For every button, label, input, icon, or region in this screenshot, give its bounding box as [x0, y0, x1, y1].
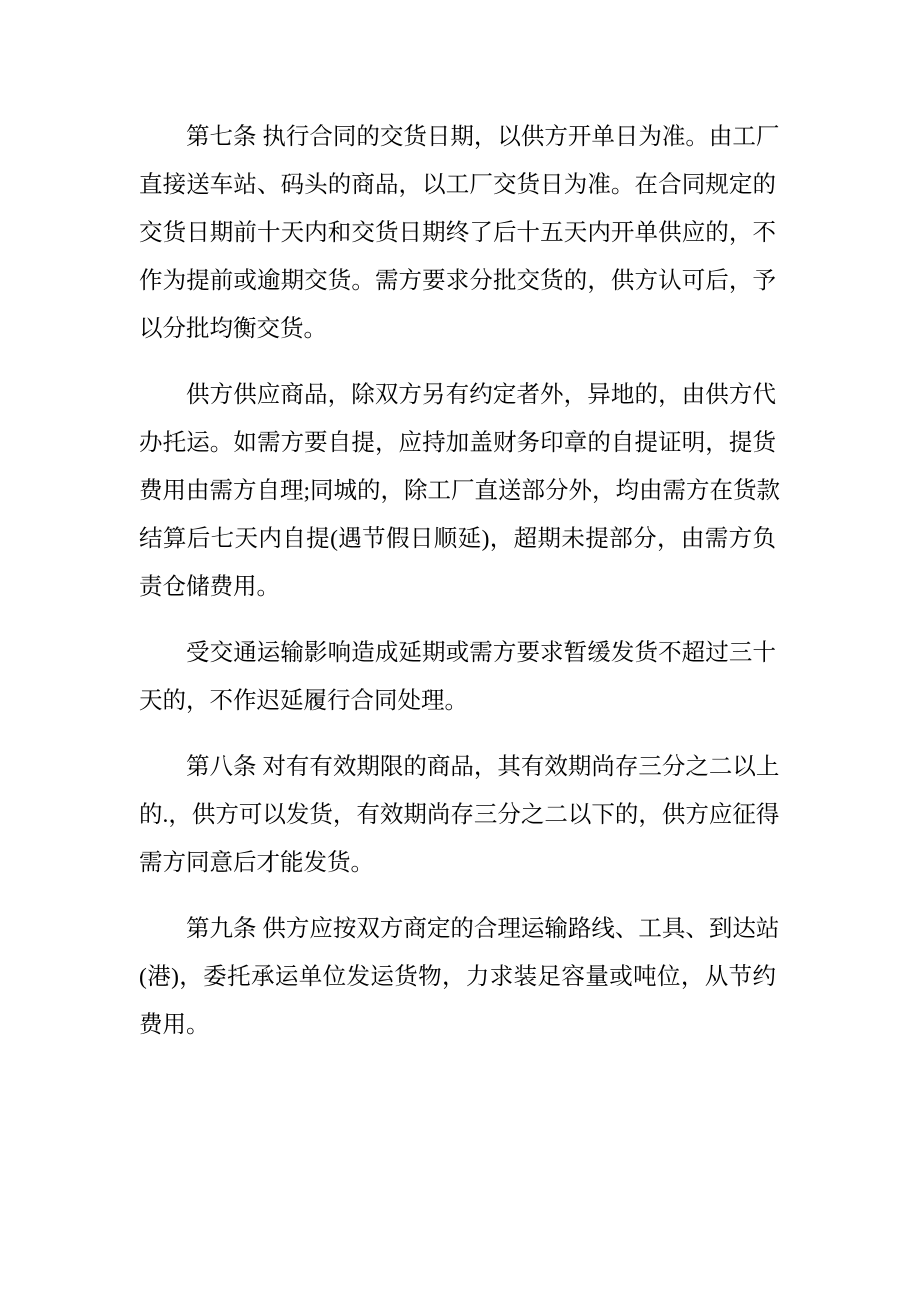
text-line: 第七条 执行合同的交货日期，以供方开单日为准。由工厂	[186, 124, 780, 150]
text-line: 责仓储费用。	[139, 574, 280, 600]
text-line: 天的，不作迟延履行合同处理。	[139, 688, 468, 714]
text-line: 第九条 供方应按双方商定的合理运输路线、工具、到达站	[186, 916, 780, 942]
text-line: (港)，委托承运单位发运货物，力求装足容量或吨位，从节约	[139, 964, 776, 990]
text-line: 以分批均衡交货。	[139, 316, 327, 342]
text-line: 供方供应商品，除双方另有约定者外，异地的，由供方代	[186, 382, 776, 408]
text-line: 办托运。如需方要自提，应持加盖财务印章的自提证明，提货	[139, 430, 776, 456]
text-line: 第八条 对有有效期限的商品，其有效期尚存三分之二以上	[186, 754, 780, 780]
paragraph-transport-delay	[139, 629, 776, 725]
text-line: 直接送车站、码头的商品，以工厂交货日为准。在合同规定的	[139, 172, 776, 198]
text-line: 费用。	[139, 1012, 210, 1038]
text-line: 交货日期前十天内和交货日期终了后十五天内开单供应的，不	[139, 220, 776, 246]
text-line: 费用由需方自理;同城的，除工厂直送部分外，均由需方在货款	[139, 478, 781, 504]
text-line: 结算后七天内自提(遇节假日顺延)，超期未提部分，由需方负	[139, 526, 776, 552]
paragraph-delivery-pickup	[139, 371, 781, 611]
paragraph-article-9	[139, 905, 780, 1049]
text-line: 的.，供方可以发货，有效期尚存三分之二以下的，供方应征得	[139, 802, 780, 828]
paragraph-article-8	[139, 743, 780, 887]
text-line: 需方同意后才能发货。	[139, 850, 374, 876]
text-line: 受交通运输影响造成延期或需方要求暂缓发货不超过三十	[186, 640, 776, 666]
text-line: 作为提前或逾期交货。需方要求分批交货的，供方认可后，予	[139, 268, 776, 294]
paragraph-article-7	[139, 113, 780, 353]
